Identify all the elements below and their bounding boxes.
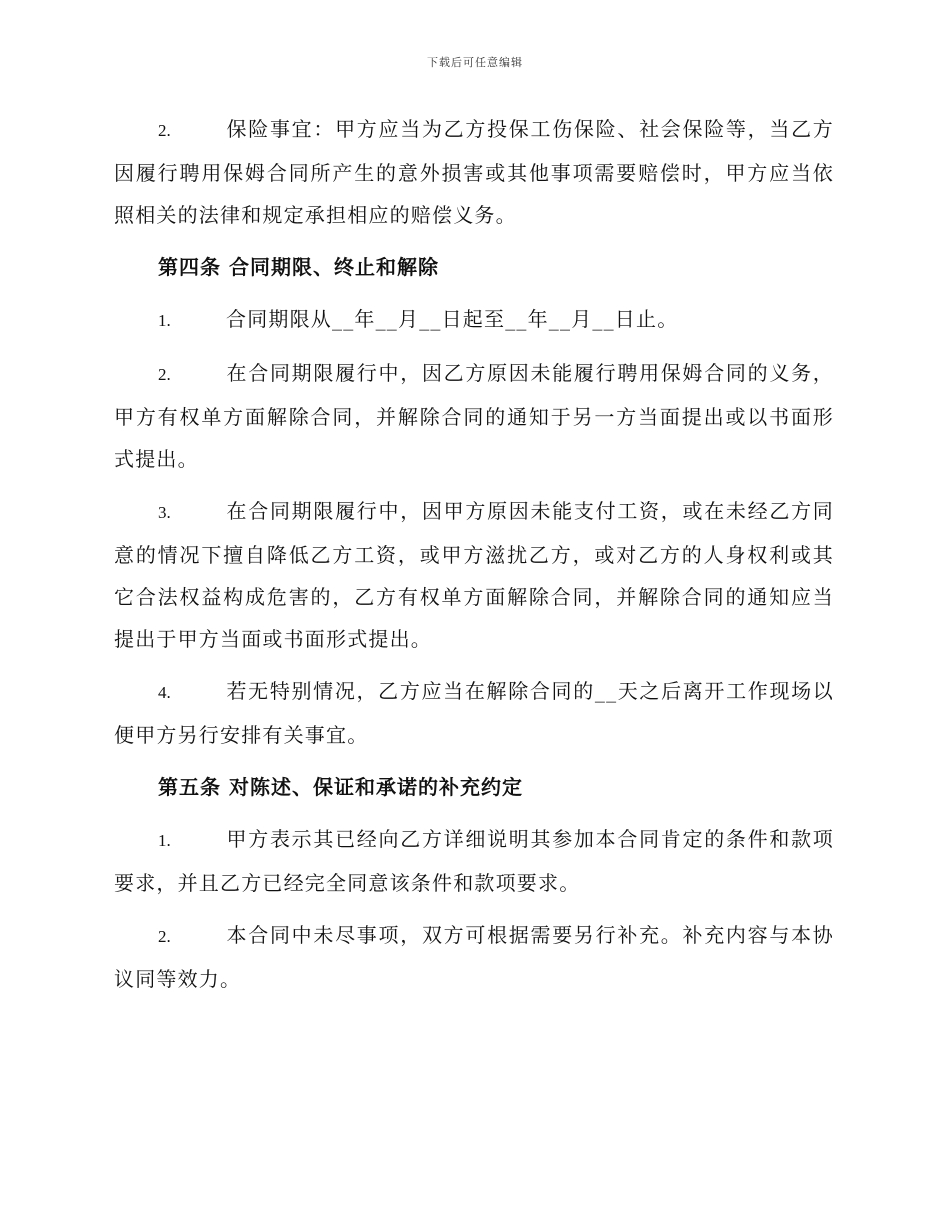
item-number: 3. xyxy=(158,503,171,522)
item-number: 1. xyxy=(158,311,171,330)
item-number: 2. xyxy=(158,927,171,946)
paragraph-text: 在合同期限履行中，因甲方原因未能支付工资，或在未经乙方同意的情况下擅自降低乙方工资，或甲方滋扰乙方，或对乙方的人身权利或其它合法权益构成危害的，乙方有权单方面解除合同，并解除合同的通知应当提出于甲方当面或书面形式提出。 xyxy=(114,499,834,651)
article-4-heading: 第四条 合同期限、终止和解除 xyxy=(158,255,439,279)
document-body xyxy=(114,108,834,1010)
paragraph-text: 甲方表示其已经向乙方详细说明其参加本合同肯定的条件和款项要求，并且乙方已经完全同意该条件和款项要求。 xyxy=(114,827,834,895)
paragraph-text: 本合同中未尽事项，双方可根据需要另行补充。补充内容与本协议同等效力。 xyxy=(114,923,834,991)
paragraph-insurance xyxy=(114,108,834,236)
paragraph-text: 在合同期限履行中，因乙方原因未能履行聘用保姆合同的义务，甲方有权单方面解除合同，并解除合同的通知于另一方当面提出或以书面形式提出。 xyxy=(114,361,834,471)
item-number: 2. xyxy=(158,121,171,140)
paragraph-text: 合同期限从__年__月__日起至__年__月__日止。 xyxy=(226,307,679,331)
article-5-item-2 xyxy=(114,914,834,1000)
page-header: 下载后可任意编辑 xyxy=(427,56,523,69)
item-number: 4. xyxy=(158,683,171,702)
item-number: 1. xyxy=(158,831,171,850)
article-4-item-4 xyxy=(114,670,834,756)
paragraph-text: 若无特别情况，乙方应当在解除合同的__天之后离开工作现场以便甲方另行安排有关事宜。 xyxy=(114,679,834,747)
article-4-item-1 xyxy=(114,298,834,342)
article-5-item-1 xyxy=(114,818,834,904)
article-4-item-3 xyxy=(114,490,834,660)
item-number: 2. xyxy=(158,365,171,384)
paragraph-text: 保险事宜：甲方应当为乙方投保工伤保险、社会保险等，当乙方因履行聘用保姆合同所产生的意外损害或其他事项需要赔偿时，甲方应当依照相关的法律和规定承担相应的赔偿义务。 xyxy=(114,117,834,227)
article-5-heading: 第五条 对陈述、保证和承诺的补充约定 xyxy=(158,775,523,799)
article-4-item-2 xyxy=(114,352,834,480)
